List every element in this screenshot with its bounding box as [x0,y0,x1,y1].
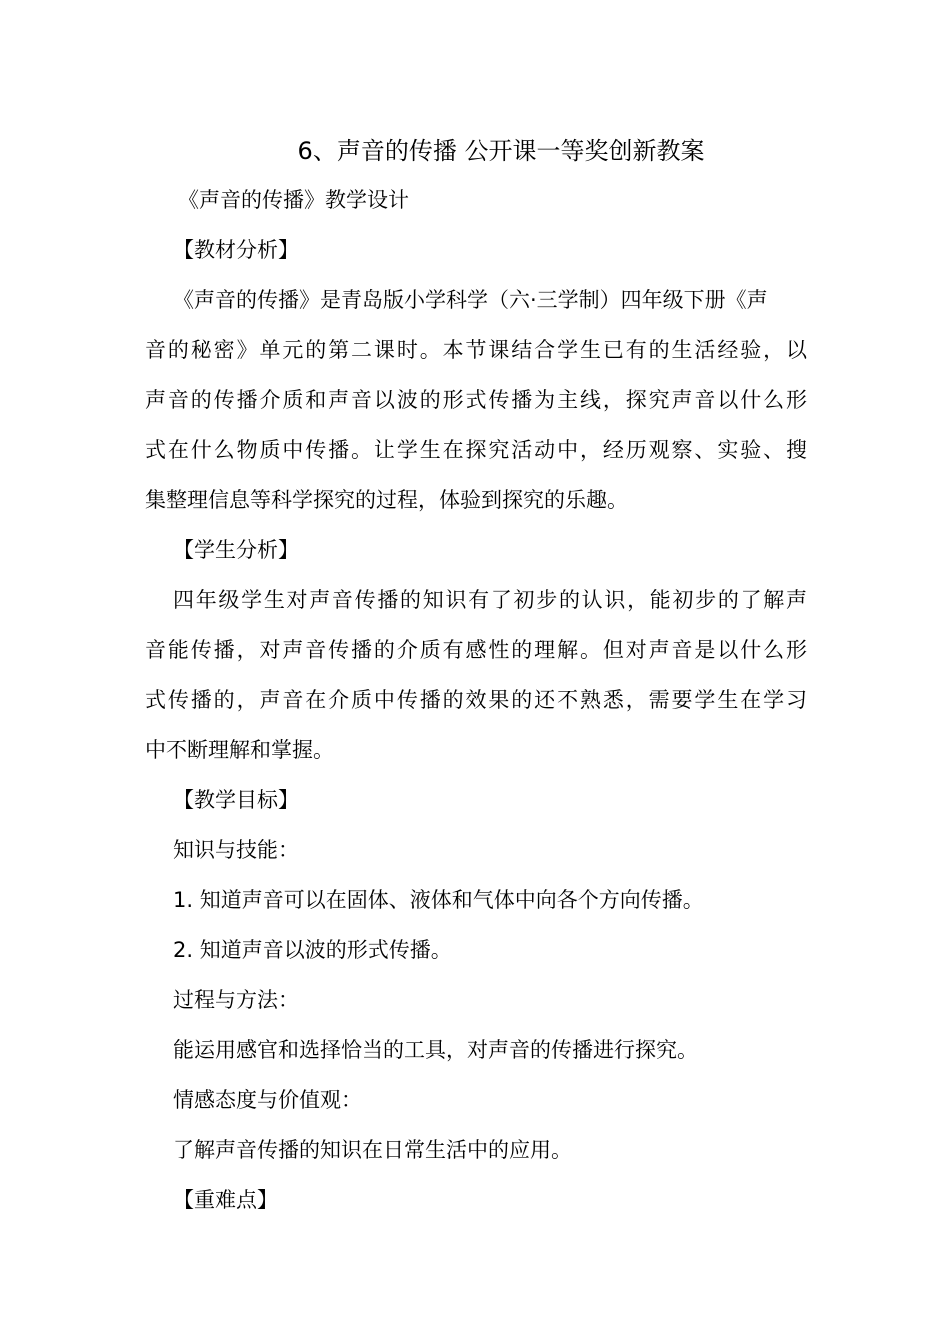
goal-item: 了解声音传播的知识在日常生活中的应用。 [173,1138,572,1162]
goal-category-label: 情感态度与价值观： [173,1088,362,1112]
paragraph-line: 声音的传播介质和声音以波的形式传播为主线，探究声音以什么形 [145,388,807,412]
section-heading-student-analysis: 【学生分析】 [173,538,299,562]
document-subtitle: 《声音的传播》教学设计 [178,188,409,212]
paragraph-line: 式传播的，声音在介质中传播的效果的还不熟悉，需要学生在学习 [145,688,807,712]
goal-category-label: 过程与方法： [173,988,299,1012]
paragraph-line: 《声音的传播》是青岛版小学科学（六·三学制）四年级下册《声 [173,288,768,312]
paragraph-line: 音能传播，对声音传播的介质有感性的理解。但对声音是以什么形 [145,638,807,662]
paragraph-line: 音的秘密》单元的第二课时。本节课结合学生已有的生活经验，以 [145,338,807,362]
section-heading-key-points: 【重难点】 [173,1188,278,1212]
paragraph-line: 四年级学生对声音传播的知识有了初步的认识，能初步的了解声 [173,588,807,612]
section-heading-teaching-goals: 【教学目标】 [173,788,299,812]
paragraph-line: 集整理信息等科学探究的过程，体验到探究的乐趣。 [145,488,628,512]
goal-category-label: 知识与技能： [173,838,299,862]
goal-item: 1. 知道声音可以在固体、液体和气体中向各个方向传播。 [173,888,704,912]
goal-item: 能运用感官和选择恰当的工具，对声音的传播进行探究。 [173,1038,698,1062]
goal-item: 2. 知道声音以波的形式传播。 [173,938,452,962]
paragraph-line: 式在什么物质中传播。让学生在探究活动中，经历观察、实验、搜 [145,438,807,462]
document-title: 6、声音的传播 公开课一等奖创新教案 [297,137,705,165]
section-heading-material-analysis: 【教材分析】 [173,238,299,262]
paragraph-line: 中不断理解和掌握。 [145,738,334,762]
